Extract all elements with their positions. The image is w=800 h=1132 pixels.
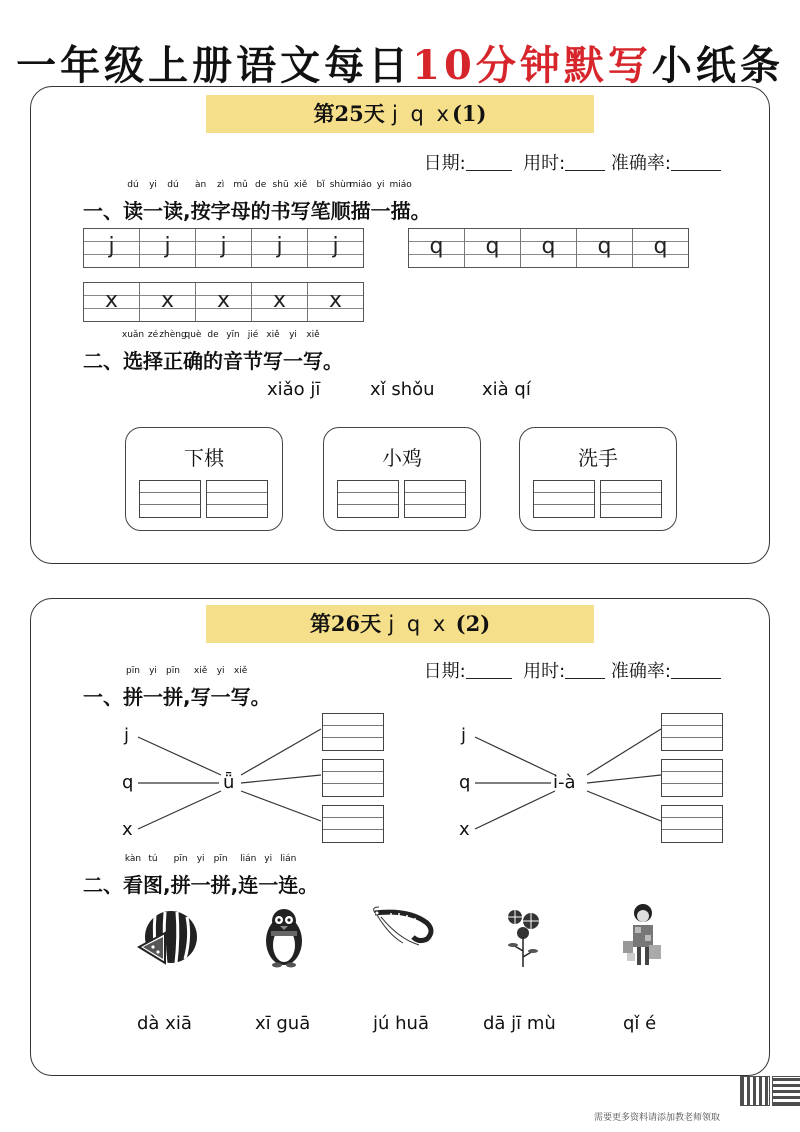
- question-2-heading: [83, 854, 319, 898]
- word-label: 洗手: [578, 446, 618, 470]
- heading-char: [278, 854, 299, 898]
- pinyin-annotation: mǔ: [233, 180, 248, 190]
- initial-letter: x: [459, 819, 470, 840]
- tracing-letter: x: [328, 288, 343, 313]
- writing-cell[interactable]: [206, 480, 268, 518]
- pinyin-annotation: yi: [149, 666, 157, 676]
- date-blank[interactable]: [466, 170, 512, 171]
- answer-cell[interactable]: [661, 759, 723, 797]
- heading-char: [143, 854, 163, 898]
- heading-char: [83, 195, 123, 224]
- tracing-cell[interactable]: [140, 283, 196, 321]
- heading-char: [83, 869, 123, 898]
- pinyin-annotation: xiě: [293, 180, 308, 190]
- question-1-heading: [83, 180, 431, 224]
- pinyin-option: xià qí: [482, 379, 531, 400]
- heading-char: [310, 180, 331, 224]
- hanzi: 图: [143, 873, 163, 897]
- hanzi: 二、: [83, 873, 123, 897]
- tracing-grid-j: [83, 228, 364, 268]
- hanzi: 顺: [330, 199, 351, 223]
- hanzi: 描: [390, 199, 411, 223]
- pinyin-annotation: yi: [289, 330, 297, 340]
- tracing-letter: j: [108, 234, 115, 259]
- heading-char: [183, 330, 203, 374]
- tracing-letter: x: [272, 288, 287, 313]
- heading-char: [323, 345, 343, 374]
- worksheet-card-day26: [30, 598, 770, 1076]
- heading-char: [163, 873, 171, 897]
- pinyin-annotation: xuǎn: [121, 330, 145, 340]
- heading-char: [250, 180, 271, 224]
- tracing-letter: q: [485, 234, 500, 259]
- pinyin-option: xǐ shǒu: [370, 379, 435, 400]
- initial-letter: j: [124, 725, 130, 746]
- pinyin-annotation: yīn: [226, 330, 240, 340]
- hanzi: 一: [370, 199, 391, 223]
- chrysanthemum-icon: [501, 907, 545, 969]
- penguin-icon: [261, 907, 307, 969]
- pinyin-annotation: de: [254, 180, 267, 190]
- heading-char: [243, 330, 263, 374]
- initial-letter: q: [122, 772, 134, 793]
- accuracy-blank[interactable]: [671, 170, 721, 171]
- hanzi: ,: [163, 873, 171, 897]
- hanzi: 写: [303, 349, 323, 373]
- hanzi: 笔: [310, 199, 331, 223]
- initial-letter: q: [459, 772, 471, 793]
- heading-char: [123, 180, 143, 224]
- hanzi: 一、: [83, 685, 123, 709]
- pinyin-annotation: pīn: [126, 666, 140, 676]
- tracing-letter: x: [160, 288, 175, 313]
- heading-char: [370, 180, 391, 224]
- pinyin-annotation: què: [184, 330, 202, 340]
- pinyin-annotation: pīn: [213, 854, 228, 864]
- hanzi: 字: [210, 199, 231, 223]
- pinyin-annotation: jié: [247, 330, 259, 340]
- worksheet-card-day25: [30, 86, 770, 564]
- pinyin-annotation: xiě: [266, 330, 280, 340]
- tracing-letter: j: [164, 234, 171, 259]
- tracing-cell[interactable]: [409, 229, 465, 267]
- connector-line: [241, 729, 321, 775]
- heading-char: [159, 330, 187, 374]
- tracing-letter: j: [332, 234, 339, 259]
- heading-char: [283, 330, 303, 374]
- writing-cell[interactable]: [600, 480, 662, 518]
- tracing-cell[interactable]: [84, 283, 140, 321]
- heading-char: [389, 180, 412, 224]
- heading-char: [123, 854, 143, 898]
- answer-pinyin: dā jī mù: [483, 1013, 556, 1034]
- tracing-letter: x: [104, 288, 119, 313]
- answer-pinyin: xī guā: [255, 1013, 311, 1034]
- heading-char: [190, 180, 211, 224]
- answer-pinyin: dà xiā: [137, 1013, 192, 1034]
- heading-char: [83, 345, 123, 374]
- hanzi: 连: [238, 873, 259, 897]
- hanzi: 读: [163, 199, 183, 223]
- heading-char: [143, 330, 163, 374]
- heading-char: [298, 869, 318, 898]
- connector-lines: [31, 599, 769, 1075]
- heading-char: [210, 180, 231, 224]
- pinyin-annotation: tú: [148, 854, 158, 864]
- answer-cell[interactable]: [661, 805, 723, 843]
- tracing-cell[interactable]: [521, 229, 577, 267]
- tracing-cell[interactable]: [308, 283, 363, 321]
- day-banner: 第26天 j q x (2): [206, 605, 594, 643]
- pinyin-annotation: dú: [127, 180, 139, 190]
- hanzi: 。: [250, 685, 271, 709]
- connector-line: [475, 791, 555, 829]
- question-2-heading: [83, 330, 343, 374]
- pinyin-annotation: shū: [272, 180, 289, 190]
- pinyin-annotation: yi: [376, 180, 385, 190]
- hanzi: 读: [123, 199, 143, 223]
- tracing-cell[interactable]: [252, 229, 308, 267]
- page-title: 一年级上册语文每日10分钟默写小纸条: [16, 42, 784, 89]
- tracing-letter: q: [653, 234, 668, 259]
- hanzi: 写: [290, 199, 311, 223]
- tracing-cell[interactable]: [577, 229, 633, 267]
- heading-char: [170, 854, 191, 898]
- hanzi: 拼: [163, 685, 183, 709]
- hanzi: 一: [143, 685, 163, 709]
- pinyin-annotation: miáo: [349, 180, 372, 190]
- connector-line: [138, 791, 221, 829]
- heading-char: [411, 195, 431, 224]
- tracing-letter: q: [429, 234, 444, 259]
- pinyin-annotation: zé: [147, 330, 159, 340]
- tracing-cell[interactable]: [84, 229, 140, 267]
- heading-char: [163, 180, 183, 224]
- tracing-cell[interactable]: [252, 283, 308, 321]
- pinyin-annotation: yi: [264, 854, 273, 864]
- answer-pinyin: qǐ é: [623, 1013, 657, 1034]
- hanzi: 拼: [210, 873, 231, 897]
- pinyin-annotation: xiě: [306, 330, 320, 340]
- watermelon-icon: [135, 907, 201, 967]
- heading-char: [329, 180, 352, 224]
- heading-char: [121, 330, 145, 374]
- pinyin-annotation: lián: [240, 854, 257, 864]
- writing-cell[interactable]: [404, 480, 466, 518]
- shrimp-icon: [369, 905, 441, 949]
- pinyin-annotation: yi: [196, 854, 205, 864]
- hanzi: 音: [223, 349, 243, 373]
- word-label: 下棋: [184, 446, 224, 470]
- hanzi: 拼: [170, 873, 191, 897]
- heading-char: [303, 330, 323, 374]
- connector-line: [475, 737, 555, 775]
- meta-row: 日期: 用时: 准确率:: [424, 149, 721, 175]
- pinyin-annotation: yi: [149, 180, 157, 190]
- answer-cell[interactable]: [322, 759, 384, 797]
- hanzi: 写: [190, 685, 211, 709]
- pinyin-annotation: xiě: [193, 666, 208, 676]
- word-box: [125, 427, 283, 531]
- tracing-letter: q: [541, 234, 556, 259]
- pinyin-annotation: xiě: [233, 666, 248, 676]
- tracing-cell[interactable]: [196, 283, 252, 321]
- pinyin-annotation: miáo: [389, 180, 412, 190]
- hanzi: 按: [190, 199, 211, 223]
- connector-line: [587, 791, 661, 821]
- connector-line: [587, 729, 661, 775]
- pinyin-option: xiǎo jī: [267, 379, 321, 400]
- tracing-letter: j: [220, 234, 227, 259]
- heading-char: [210, 854, 231, 898]
- hanzi: 写: [230, 685, 251, 709]
- writing-cell[interactable]: [337, 480, 399, 518]
- hanzi: 看: [123, 873, 143, 897]
- hanzi: ,: [183, 199, 191, 223]
- heading-char: [270, 180, 291, 224]
- pinyin-annotation: kàn: [124, 854, 142, 864]
- tracing-letter: j: [276, 234, 283, 259]
- hanzi: 的: [203, 349, 223, 373]
- heading-char: [143, 180, 163, 224]
- pinyin-annotation: yi: [216, 666, 225, 676]
- hanzi: 节: [243, 349, 263, 373]
- tracing-cell[interactable]: [465, 229, 521, 267]
- initial-letter: j: [461, 725, 467, 746]
- heading-char: [238, 854, 259, 898]
- tracing-grid-x: [83, 282, 364, 322]
- heading-char: [349, 180, 372, 224]
- heading-char: [183, 199, 191, 223]
- hanzi: 写: [263, 349, 283, 373]
- pinyin-annotation: pīn: [166, 666, 180, 676]
- girl-icon: [621, 901, 665, 969]
- hanzi: 。: [298, 873, 319, 897]
- qr-code: [740, 1076, 770, 1106]
- pinyin-annotation: zhèng: [159, 330, 187, 340]
- tracing-letter: x: [216, 288, 231, 313]
- hanzi: 一: [190, 873, 211, 897]
- heading-char: [230, 180, 251, 224]
- pinyin-annotation: de: [207, 330, 219, 340]
- answer-cell[interactable]: [322, 713, 384, 751]
- tracing-letter: q: [597, 234, 612, 259]
- writing-cell[interactable]: [533, 480, 595, 518]
- hanzi: 描: [350, 199, 371, 223]
- connector-line: [241, 775, 321, 783]
- pinyin-annotation: dú: [167, 180, 179, 190]
- heading-char: [231, 873, 239, 897]
- hanzi: 一: [258, 873, 279, 897]
- hanzi: 。: [323, 349, 343, 373]
- tracing-cell[interactable]: [196, 229, 252, 267]
- pinyin-annotation: shùn: [329, 180, 352, 190]
- pinyin-annotation: lián: [280, 854, 297, 864]
- hanzi: 确: [183, 349, 203, 373]
- connector-line: [587, 775, 661, 783]
- hanzi: 母: [230, 199, 251, 223]
- footer-note: 需要更多资料请添加教老师领取: [594, 1113, 721, 1123]
- connector-line: [241, 791, 321, 821]
- pinyin-annotation: zì: [216, 180, 225, 190]
- answer-pinyin: jú huā: [373, 1013, 429, 1034]
- initial-letter: x: [122, 819, 133, 840]
- tracing-cell[interactable]: [633, 229, 688, 267]
- time-blank[interactable]: [565, 170, 605, 171]
- hanzi: ,: [230, 873, 239, 897]
- hanzi: 书: [270, 199, 291, 223]
- final-vowel: i-à: [553, 772, 576, 793]
- hanzi: 选: [123, 349, 143, 373]
- writing-cell[interactable]: [139, 480, 201, 518]
- tracing-cell[interactable]: [308, 229, 363, 267]
- heading-char: [258, 854, 279, 898]
- hanzi: 正: [163, 349, 183, 373]
- hanzi: 的: [250, 199, 271, 223]
- final-vowel: ǖ: [223, 772, 235, 793]
- hanzi: 一: [143, 199, 163, 223]
- connector-line: [138, 737, 221, 775]
- answer-cell[interactable]: [322, 805, 384, 843]
- heading-char: [190, 854, 211, 898]
- hanzi: ,: [183, 685, 191, 709]
- heading-char: [223, 330, 243, 374]
- hanzi: 二、: [83, 349, 123, 373]
- pinyin-annotation: bǐ: [316, 180, 325, 190]
- meta-row: 日期: 用时: 准确率:: [424, 657, 721, 683]
- pinyin-annotation: àn: [194, 180, 207, 190]
- word-label: 小鸡: [382, 446, 422, 470]
- word-box: [519, 427, 677, 531]
- heading-char: [203, 330, 223, 374]
- day-banner: 第25天 j q x(1): [206, 95, 594, 133]
- heading-char: [290, 180, 311, 224]
- hanzi: 拼: [123, 685, 143, 709]
- pinyin-annotation: pīn: [173, 854, 188, 864]
- qr-code: [772, 1076, 800, 1106]
- hanzi: 一、: [83, 199, 123, 223]
- hanzi: 一: [210, 685, 231, 709]
- answer-cell[interactable]: [661, 713, 723, 751]
- word-box: [323, 427, 481, 531]
- hanzi: 。: [410, 199, 431, 223]
- tracing-cell[interactable]: [140, 229, 196, 267]
- hanzi: 择: [143, 349, 163, 373]
- hanzi: 一: [283, 349, 303, 373]
- hanzi: 连: [278, 873, 299, 897]
- heading-char: [263, 330, 283, 374]
- tracing-grid-q: [408, 228, 689, 268]
